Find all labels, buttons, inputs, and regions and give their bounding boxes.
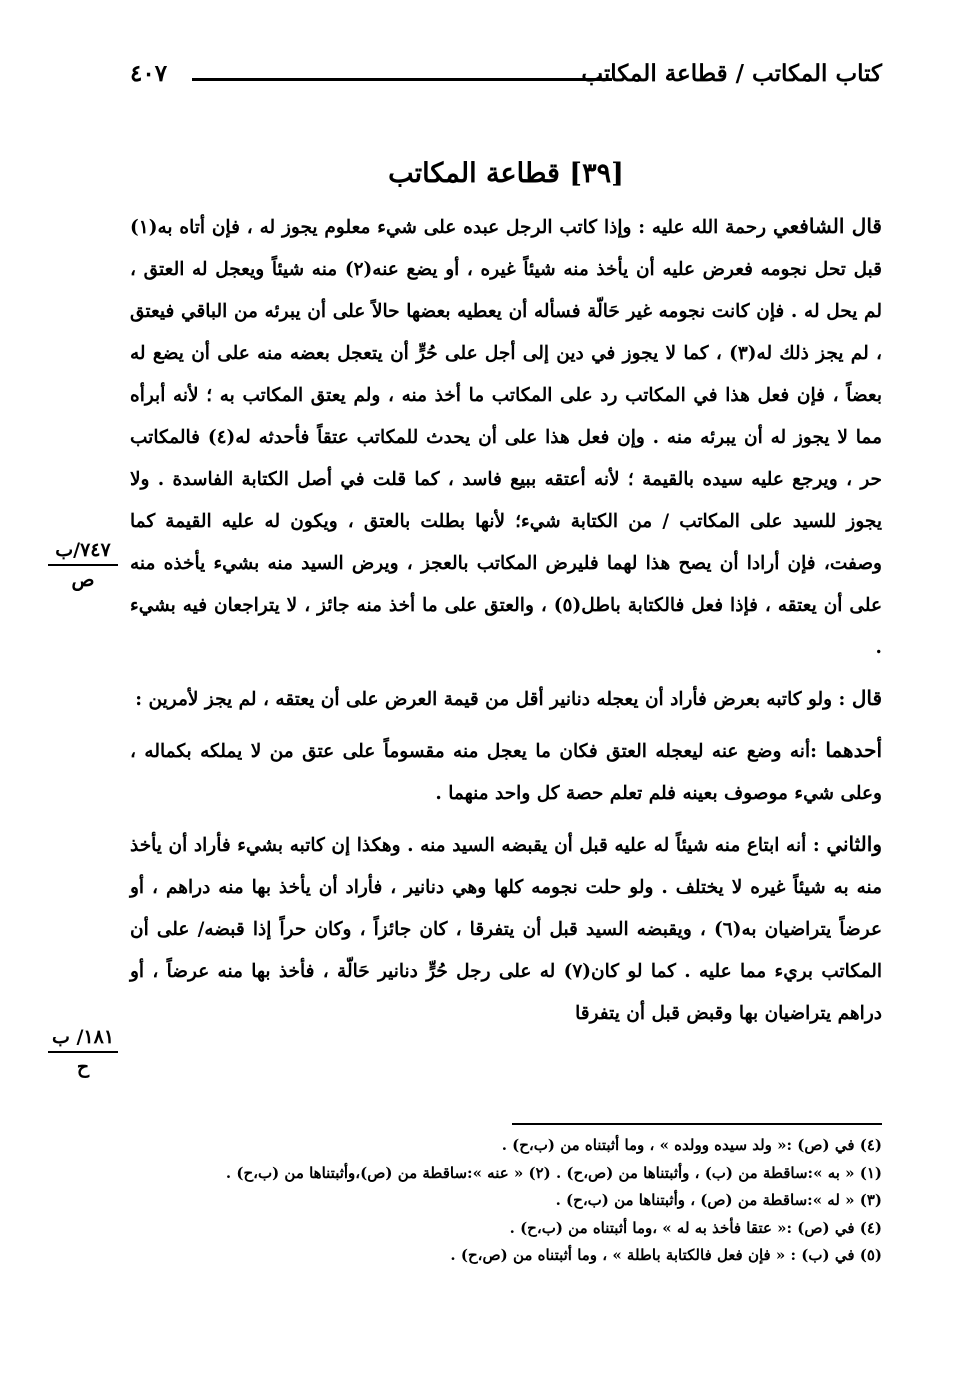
paragraph-3 bbox=[130, 729, 882, 815]
paragraph-1 bbox=[130, 205, 882, 669]
paragraph-2 bbox=[130, 677, 882, 721]
margin-note-manuscript-ref bbox=[48, 1025, 118, 1079]
footnotes bbox=[200, 1132, 882, 1270]
paragraph-lead-word: أحدهما bbox=[825, 738, 882, 762]
paragraph-lead-word: قال bbox=[851, 686, 882, 710]
margin-note-folio: ٧٤٧/ب bbox=[48, 538, 118, 566]
footnote: (٤) في (ص) :« عتقا فأخذ به له » ،وما أثبتناه من (ب،ح) . bbox=[509, 1218, 882, 1237]
main-text-block bbox=[130, 205, 882, 1035]
header-rule bbox=[192, 78, 612, 81]
margin-note-folio: ١٨١/ ب bbox=[48, 1025, 118, 1053]
paragraph-lead-word: قال الشافعي bbox=[772, 214, 882, 238]
running-header bbox=[130, 56, 882, 96]
page-number: ٤٠٧ bbox=[130, 60, 168, 87]
footnote-rule bbox=[512, 1123, 882, 1125]
margin-note-manuscript-ref bbox=[48, 538, 118, 592]
running-header-title: كتاب المكاتب / قطاعة المكاتب bbox=[581, 60, 882, 87]
paragraph-4 bbox=[130, 823, 882, 1035]
chapter-heading: [٣٩] قطاعة المكاتب bbox=[388, 158, 624, 189]
footnote: (٣) « له »:ساقطة من (ص) ، وأثبتناها من (ب،ح) . bbox=[555, 1191, 882, 1209]
margin-note-siglum: ح bbox=[76, 1056, 90, 1078]
paragraph-text: رحمة الله عليه : وإذا كاتب الرجل عبده على شيء معلوم يجوز له ، فإن أتاه به(١) قبل تحل نجومه فعرض عليه أن يأخذ منه شيئاً غيره ، أو يضع عنه(٢) منه شيئاً ويعجل له العتق ، لم يحل له . فإن كانت نجومه غير حَالّة فسأله أن يعطيه بعضها حالاً على أن يبرئه من الباقي فيعتق ، لم يجز ذلك له(٣) ، كما لا يجوز في دين إلى أجل على حُرٍّ أن يتعجل بعضه منه على أن يضع له بعضاً ، فإن فعل هذا في المكاتب رد على المكاتب ما أخذ منه ، ولم يعتق المكاتب به ؛ لأنه أبرأه مما لا يجوز له أن يبرئه منه . وإن فعل هذا على أن يحدث للمكاتب عتقاً فأحدثه له(٤) فالمكاتب حر ، ويرجع عليه سيده بالقيمة ؛ لأنه أعتقه ببيع فاسد ، كما قلت في أصل الكتابة الفاسدة . ولا يجوز للسيد على المكاتب / من الكتابة شيء؛ لأنها بطلت بالعتق ، ويكون له عليه القيمة كما وصفت، فإن أرادا أن يصح هذا لهما فليرض المكاتب بالعجز ، ويرض السيد منه بشيء يأخذه منه على أن يعتقه ، فإذا فعل فالكتابة باطل(٥) ، والعتق على ما أخذ منه جائز ، لا يتراجعان فيه بشيء . bbox=[130, 217, 883, 658]
paragraph-text: : أنه ابتاع منه شيئاً له عليه قبل أن يقبضه السيد منه . وهكذا إن كاتبه بشيء فأراد أن يأخذ منه به شيئاً غيره لا يختلف . ولو حلت نجومه كلها وهي دنانير ، فأراد أن يأخذ بها منه دراهم ، أو عرضاً يتراضيان به(٦) ، ويقبضه السيد قبل أن يتفرقا ، كان جائزاً ، وكان حراً إذا قبضه/ على أن المكاتب بريء مما عليه . كما لو كان(٧) له على رجل حُرٍّ دنانير حَالّة ، فأخذ بها منه عرضاً ، أو دراهم يتراضيان بها وقبض قبل أن يتفرقا bbox=[130, 835, 882, 1024]
footnote: (٤) في (ص) :« ولد سيده وولده » ، وما أثبتناه من (ب،ح) . bbox=[501, 1136, 882, 1154]
paragraph-lead-word: والثاني bbox=[826, 832, 882, 856]
paragraph-text: :أنه وضع عنه ليعجله العتق فكان ما يعجل منه مقسوماً على عتق من لا يملكه بكماله ، وعلى شيء موصوف بعينه فلم تعلم حصة كل واحد منهما . bbox=[130, 741, 882, 804]
paragraph-text: : ولو كاتبه بعرض فأراد أن يعجله دنانير أقل من قيمة العرض على أن يعتقه ، لم يجز لأمرين : bbox=[135, 689, 852, 710]
margin-note-siglum: ص bbox=[71, 569, 95, 591]
footnote: (١) « به »:ساقطة من (ب) ، وأثبتناها من (ص،ح) . (٢) « عنه »:ساقطة من (ص)،وأثبتناها من (ب،ح) . bbox=[225, 1163, 882, 1182]
footnote: (٥) في (ب) : « فإن فعل فالكتابة باطلة » ، وما أثبتناه من (ص،ح) . bbox=[450, 1246, 882, 1264]
